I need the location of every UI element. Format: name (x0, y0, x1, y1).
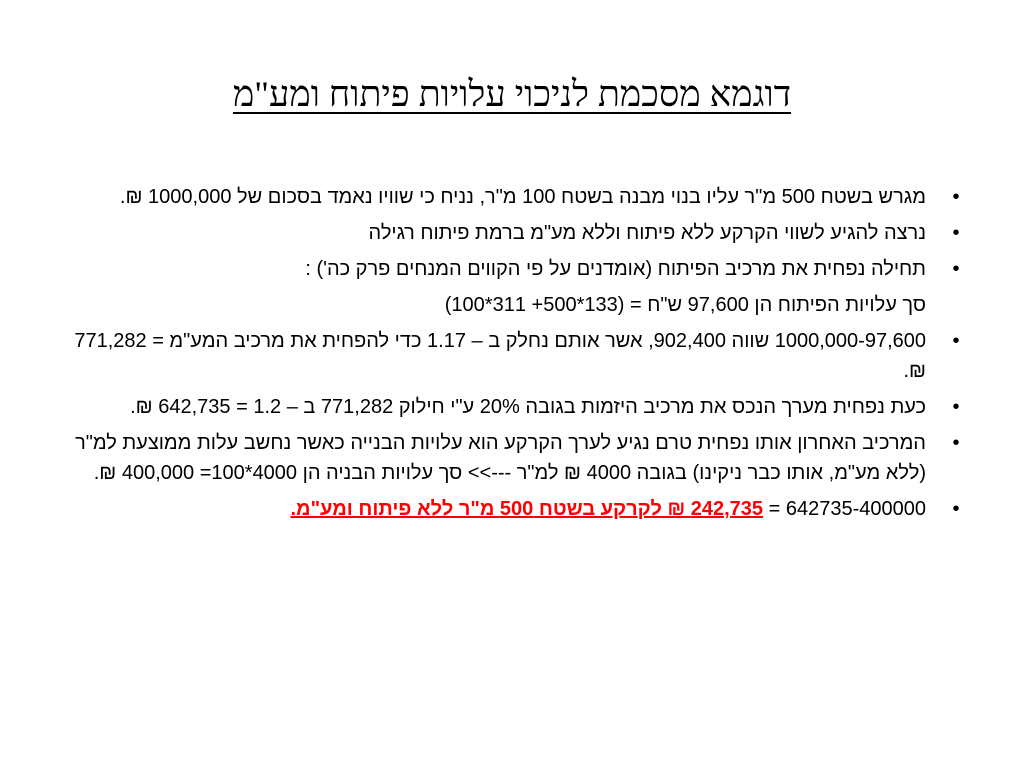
item-text: תחילה נפחית את מרכיב הפיתוח (אומדנים על פי הקווים המנחים פרק כה') : (305, 258, 926, 280)
item-text: כעת נפחית מערך הנכס את מרכיב היזמות בגובה 20% ע"י חילוק 771,282 ב – 1.2 = 642,735 ₪. (130, 396, 926, 418)
bullet-icon: • (952, 222, 960, 244)
final-calc-prefix: 642735-400000 = (768, 498, 926, 520)
bullet-icon: • (952, 432, 960, 454)
list-item (68, 428, 968, 488)
list-item (68, 182, 968, 212)
list-item (68, 326, 968, 386)
list-item (68, 218, 968, 248)
bullet-icon: • (952, 498, 960, 520)
bullet-icon: • (952, 396, 960, 418)
item-text: נרצה להגיע לשווי הקרקע ללא פיתוח וללא מע"מ ברמת פיתוח רגילה (368, 222, 926, 244)
final-result-highlight: 242,735 ₪ לקרקע בשטח 500 מ"ר ללא פיתוח ומע"מ. (290, 498, 764, 520)
bullet-list (68, 182, 968, 530)
list-item (68, 254, 968, 284)
final-list-item (68, 494, 968, 524)
slide-title: דוגמא מסכמת לניכוי עלויות פיתוח ומע"מ (232, 74, 792, 114)
list-item-continuation (68, 290, 968, 320)
item-text: מגרש בשטח 500 מ"ר עליו בנוי מבנה בשטח 100 מ"ר, נניח כי שוויו נאמד בסכום של 1000,000 ₪. (119, 186, 926, 208)
item-text: המרכיב האחרון אותו נפחית טרם נגיע לערך הקרקע הוא עלויות הבנייה כאשר נחשב עלות ממוצעת למ"ר (ללא מע"מ, אותו כבר ניקינו) בגובה 4000 ₪ למ"ר --->> סך עלויות הבניה הן 4000*100= 400,000 ₪. (75, 432, 926, 484)
bullet-icon: • (952, 186, 960, 208)
bullet-icon: • (952, 258, 960, 280)
item-text: 1000,000-97,600 שווה 902,400, אשר אותם נחלק ב – 1.17 כדי להפחית את מרכיב המע"מ = 771,282 ₪. (74, 330, 926, 382)
item-text: סך עלויות הפיתוח הן 97,600 ש"ח = (133*500+ 311*100) (444, 294, 926, 316)
list-item (68, 392, 968, 422)
bullet-icon: • (952, 330, 960, 352)
